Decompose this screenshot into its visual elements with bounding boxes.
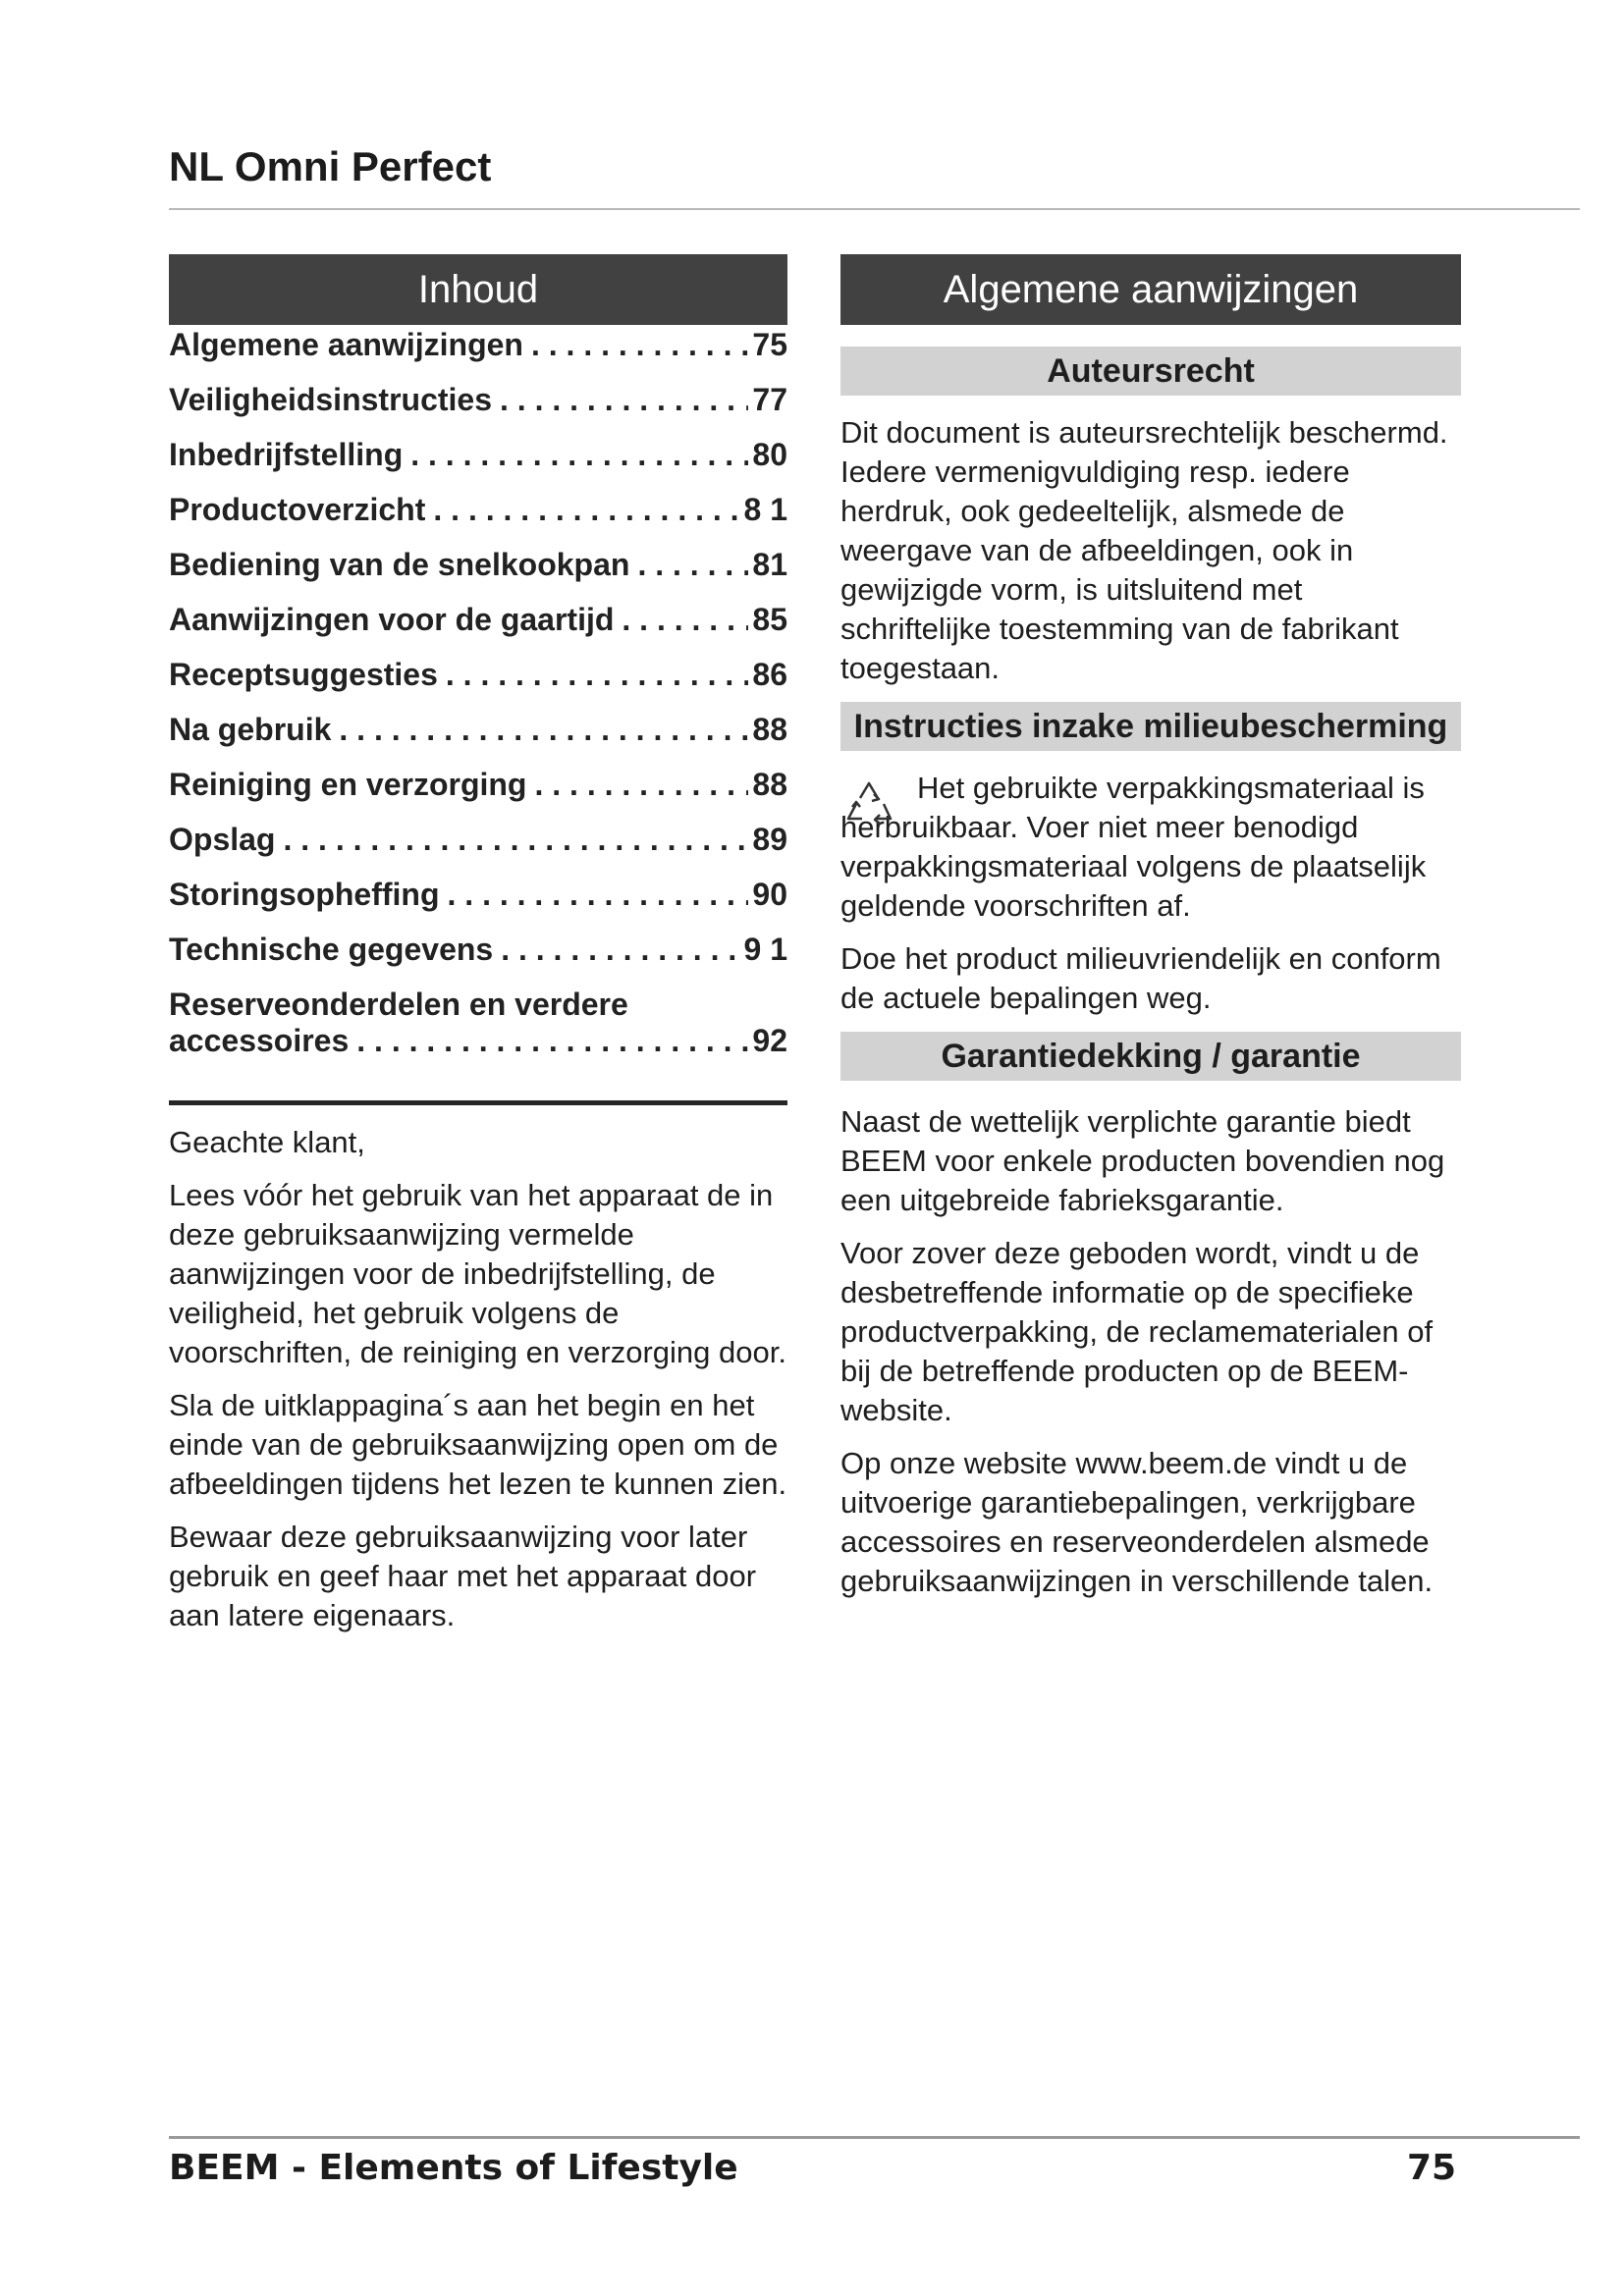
header-divider — [169, 208, 1580, 210]
page-title: NL Omni Perfect — [169, 143, 492, 189]
footer-brand: BEEM - Elements of Lifestyle — [169, 2148, 738, 2188]
toc-entry[interactable]: Opslag . . . 89 — [169, 822, 787, 858]
toc-entry[interactable]: Storingsopheffing . . . 90 — [169, 877, 787, 913]
footer-divider — [169, 2136, 1580, 2139]
intro-paragraph: Sla de uitklappagina´s aan het begin en het einde van de gebruiksaanwijzing open om de afbeeldingen tijdens het lezen te kunnen zien. — [169, 1388, 787, 1501]
toc-entry[interactable]: Aanwijzingen voor de gaartijd . . . 85 — [169, 602, 787, 638]
page-number: 75 — [1407, 2148, 1457, 2188]
section-divider — [169, 1100, 787, 1105]
toc-entry[interactable]: Bediening van de snelkookpan . . . 81 — [169, 547, 787, 583]
toc-entry[interactable]: Reiniging en verzorging . . . 88 — [169, 767, 787, 803]
toc-entry[interactable]: Productoverzicht . . . 8 1 — [169, 492, 787, 528]
copyright-text: Dit document is auteursrechtelijk beschermd. Iedere vermenigvuldiging resp. iedere herdruk, ook gedeeltelijk, alsmede de weergave van de afbeeldingen, ook in gewijzigde vorm, is uitsluitend met schriftelijke toestemming van de fabrikant toegestaan. — [840, 415, 1448, 685]
toc-entry[interactable]: Veiligheidsinstructies . . . 77 — [169, 382, 787, 418]
warranty-paragraph: Voor zover deze geboden wordt, vindt u de desbetreffende informatie op de specifieke productverpakking, de reclamematerialen of bij de betreffende producten op de BEEM-website. — [840, 1236, 1434, 1427]
warranty-paragraph: Op onze website www.beem.de vindt u de uitvoerige garantiebepalingen, verkrijgbare accessoires en reserveonderdelen alsmede gebruiksaanwijzingen in verschillende talen. — [840, 1446, 1434, 1598]
toc-entry[interactable]: Algemene aanwijzingen . . . 75 — [169, 327, 787, 363]
subsection-heading: Auteursrecht — [840, 347, 1461, 396]
environment-block — [840, 769, 1461, 1018]
subsection-heading: Instructies inzake milieubescherming — [840, 702, 1461, 751]
recycle-icon — [839, 773, 901, 835]
toc-entry[interactable]: Reserveonderdelen en verdere accessoires . . . 92 — [169, 987, 787, 1059]
right-column — [840, 254, 1461, 1615]
toc-entry[interactable]: Inbedrijfstelling . . . 80 — [169, 437, 787, 473]
toc-entry[interactable]: Na gebruik . . . 88 — [169, 712, 787, 748]
toc-list — [169, 327, 787, 1059]
toc-heading: Inhoud — [169, 254, 787, 325]
greeting: Geachte klant, — [169, 1125, 365, 1159]
section-heading: Algemene aanwijzingen — [840, 254, 1461, 325]
intro-paragraph: Lees vóór het gebruik van het apparaat de in deze gebruiksaanwijzing vermelde aanwijzingen voor de inbedrijfstelling, de veiligheid, het gebruik volgens de voorschriften, de reiniging en verzorging door. — [169, 1178, 786, 1369]
environment-paragraph: Het gebruikte verpakkingsmateriaal is herbruikbaar. Voer niet meer benodigd verpakkingsmateriaal volgens de plaatselijk geldende voorschriften af. — [840, 771, 1427, 923]
environment-paragraph: Doe het product milieuvriendelijk en conform de actuele bepalingen weg. — [840, 941, 1441, 1015]
intro-paragraph: Bewaar deze gebruiksaanwijzing voor later gebruik en geef haar met het apparaat door aan latere eigenaars. — [169, 1520, 757, 1632]
toc-entry[interactable]: Receptsuggesties . . . 86 — [169, 657, 787, 693]
left-column — [169, 254, 787, 1649]
subsection-heading: Garantiedekking / garantie — [840, 1032, 1461, 1081]
warranty-paragraph: Naast de wettelijk verplichte garantie biedt BEEM voor enkele producten bovendien nog een uitgebreide fabrieksgarantie. — [840, 1104, 1445, 1217]
toc-entry[interactable]: Technische gegevens . . . 9 1 — [169, 932, 787, 968]
